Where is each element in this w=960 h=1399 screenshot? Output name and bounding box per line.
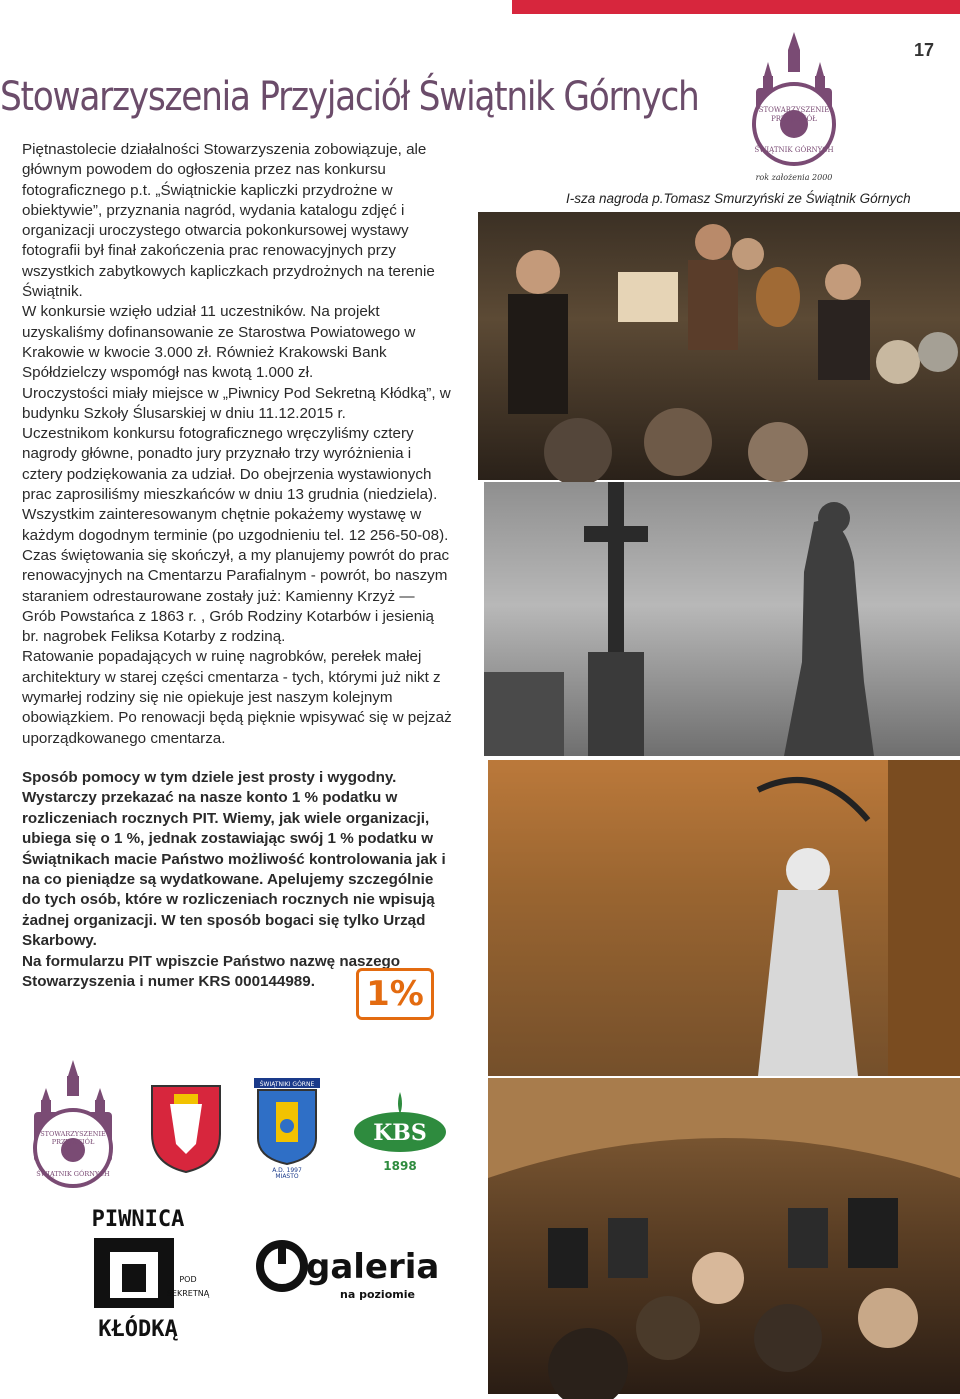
piwnica-pod-sekretna-klodka-logo <box>64 1198 214 1348</box>
article-paragraph: Uroczystości miały miejsce w „Piwnicy Pod Sekretną Kłódką”, w budynku Szkoły Ślusarskiej w dniu 11.12.2015 r. <box>22 384 451 422</box>
swiatniki-gorne-coat-of-arms <box>254 1078 320 1178</box>
association-logo-line: STOWARZYSZENIE <box>40 1130 106 1138</box>
swiatniki-banner-text: ŚWIĄTNIKI GÓRNE <box>259 1081 315 1088</box>
exhibition-cellar-photo <box>488 1078 960 1394</box>
association-logo-line: ŚWIĄTNIK GÓRNYCH <box>754 146 834 154</box>
galeria-name-text: galeria <box>306 1247 440 1287</box>
article-paragraph: Czas świętowania się skończył, a my planujemy powrót do prac renowacyjnych na Cmentarzu Parafialnym - powrót, bo naszym staraniem odrestaurowane zostały już: Kamienny Krzyż — Grób Powstańca z 1863 r. , Grób Rodziny Kotarbów i jesienią br. nagrobek Feliksa Kotarby z rodziną. <box>22 546 450 646</box>
kbs-year: 1898 <box>383 1159 417 1173</box>
article-paragraph: Piętnastolecie działalności Stowarzyszenia zobowiązuje, ale głównym powodem do ogłoszenia przez nas konkursu fotograficznego p.t. „Świątnickie kapliczki przydrożne w obiektywie”, przyznania nagród, wydania katalogu zdjęć i organizacji uroczystego otwarcia pokonkursowej wystawy fotografii był finał zakończenia prac renowacyjnych przy wszystkich zabytkowych kapliczkach przydrożnych na terenie Świątnik. <box>22 141 435 301</box>
galeria-sub-text: na poziomie <box>340 1288 415 1301</box>
galeria-na-poziomie-logo <box>256 1236 440 1312</box>
page-title: Stowarzyszenia Przyjaciół Świątnik Górnych <box>0 74 699 120</box>
swiatniki-miasto-text: MIASTO <box>275 1173 299 1180</box>
photo-caption: I-sza nagroda p.Tomasz Smurzyński ze Świątnik Górnych <box>566 191 911 206</box>
association-logo-line: PRZYJACIÓŁ <box>51 1138 95 1146</box>
piwnica-sekretna-text: SEKRETNĄ <box>166 1289 210 1298</box>
one-percent-logo: 1% <box>356 968 434 1020</box>
piwnica-top-text: PIWNICA <box>91 1207 185 1232</box>
association-logo-line: PRZYJACIÓŁ <box>771 115 817 123</box>
award-ceremony-photo <box>478 212 960 480</box>
swiatniki-year-text: A.D. 1997 <box>272 1167 302 1174</box>
association-logo-small <box>18 1058 128 1198</box>
article-paragraph: Ratowanie popadających w ruinę nagrobków, perełek małej architektury w starej części cmentarza - tych, którymi już nikt z wymarłej rodziny się nie opiekuje jest naszym kolejnym obowiązkiem. Po renowacji będą pięknie wpisywać się w pejzaż uporządkowanego cmentarza. <box>22 648 452 747</box>
article-paragraph: Uczestnikom konkursu fotograficznego wręczyliśmy cztery nagrody główne, ponadto jury przyznało trzy wyróżnienia i cztery podziękowania za udział. Do obejrzenia wystawionych prac zaprosiliśmy mieszkańców w dniu 13 grudnia (niedziela). <box>22 425 438 504</box>
article-paragraph: Wszystkim zainteresowanym chętnie pokażemy wystawę w każdym dogodnym terminie (po uzgodnieniu tel. 12 256-50-08). <box>22 506 449 544</box>
article-paragraph: W konkursie wzięło udział 11 uczestników. Na projekt uzyskaliśmy dofinansowanie ze Starostwa Powiatowego w Krakowie w kwocie 3.000 zł. Również Krakowski Bank Spółdzielczy wspomógł nas kwotą 1.000 zł. <box>22 303 416 382</box>
association-founded-text: rok założenia 2000 <box>755 173 833 182</box>
association-logo-line: STOWARZYSZENIE <box>758 106 830 114</box>
association-logo-line: ŚWIĄTNIK GÓRNYCH <box>36 1170 110 1178</box>
kbs-letters: KBS <box>373 1120 427 1146</box>
page-number: 17 <box>913 40 934 60</box>
header-red-bar <box>512 0 960 14</box>
appeal-paragraph: Sposób pomocy w tym dziele jest prosty i wygodny. Wystarczy przekazać na nasze konto 1 % podatku w rozliczeniach rocznych PIT. Wiemy, jak wiele organizacji, ubiega się o 1 %, jednak zostawiając swój 1 % podatku w Świątnikach macie Państwo możliwość kontrolowania jak i na co pieniądze są wydatkowane. Apelujemy szczególnie do tych osób, które w rozliczeniach rocznych nie wpisują żadnej organizacji. W ten sposób bogaci się tylko Urząd Skarbowy. <box>22 769 446 950</box>
kbs-bank-logo <box>352 1088 448 1174</box>
piwnica-pod-text: POD <box>179 1275 197 1284</box>
jesus-statue-photo <box>488 760 960 1076</box>
association-logo <box>738 28 850 188</box>
cemetery-statue-photo <box>484 482 960 756</box>
piwnica-bottom-text: KŁÓDKĄ <box>98 1317 178 1342</box>
krakow-district-coat-of-arms <box>150 1084 222 1174</box>
appeal-paragraph: Na formularzu PIT wpiszcie Państwo nazwę naszego Stowarzyszenia i numer KRS 000144989. <box>22 952 401 991</box>
article-body <box>22 140 452 749</box>
tax-appeal <box>22 768 454 992</box>
